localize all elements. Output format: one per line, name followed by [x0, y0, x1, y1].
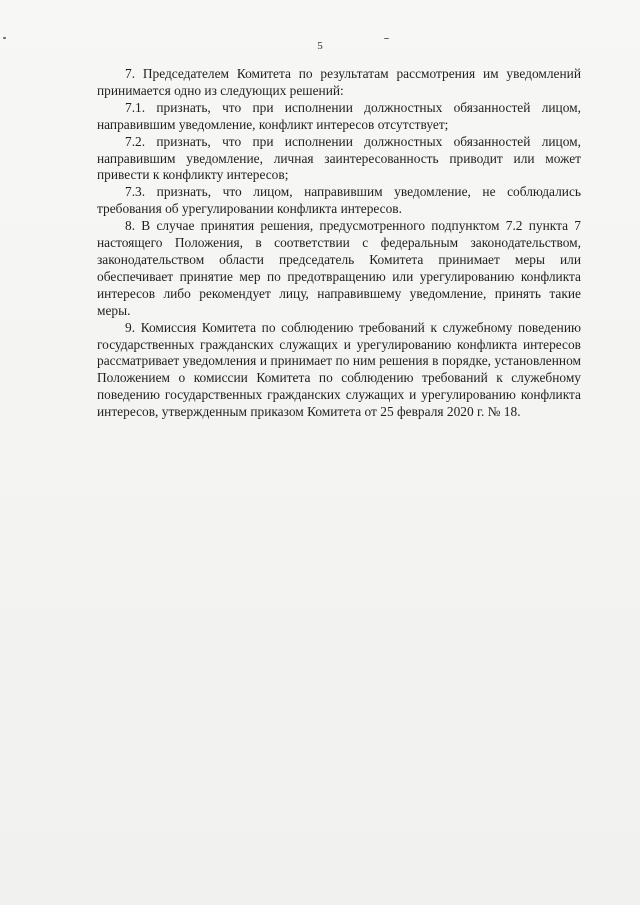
page-number: 5: [317, 40, 323, 52]
document-body: [97, 66, 581, 421]
paragraph-8: 8. В случае принятия решения, предусмотренного подпунктом 7.2 пункта 7 настоящего Положения, в соответствии с федеральным законодательством, законодательством области председатель Комитета принимает меры или обеспечивает принятие мер по предотвращению или урегулированию конфликта интересов либо рекомендует лицу, направившему уведомление, принять такие меры.: [97, 218, 581, 318]
paragraph-7-1: 7.1. признать, что при исполнении должностных обязанностей лицом, направившим уведомление, конфликт интересов отсутствует;: [97, 99, 581, 132]
paragraph-7: 7. Председателем Комитета по результатам рассмотрения им уведомлений принимается одно из следующих решений:: [97, 66, 581, 98]
scan-speck: [384, 38, 389, 39]
paragraph-9: 9. Комиссия Комитета по соблюдению требований к служебному поведению государственных гражданских служащих и урегулированию конфликта интересов рассматривает уведомления и принимает по ним решения в порядке, установленном Положением о комиссии Комитета по соблюдению требований к служебному поведению государственных гражданских служащих и урегулированию конфликта интересов, утвержденным приказом Комитета от 25 февраля 2020 г. № 18.: [97, 319, 581, 420]
paragraph-7-2: 7.2. признать, что при исполнении должностных обязанностей лицом, направившим уведомление, личная заинтересованность приводит или может привести к конфликту интересов;: [97, 133, 581, 183]
scan-speck: [3, 37, 6, 39]
paragraph-7-3: 7.3. признать, что лицом, направившим уведомление, не соблюдались требования об урегулировании конфликта интересов.: [97, 184, 581, 217]
